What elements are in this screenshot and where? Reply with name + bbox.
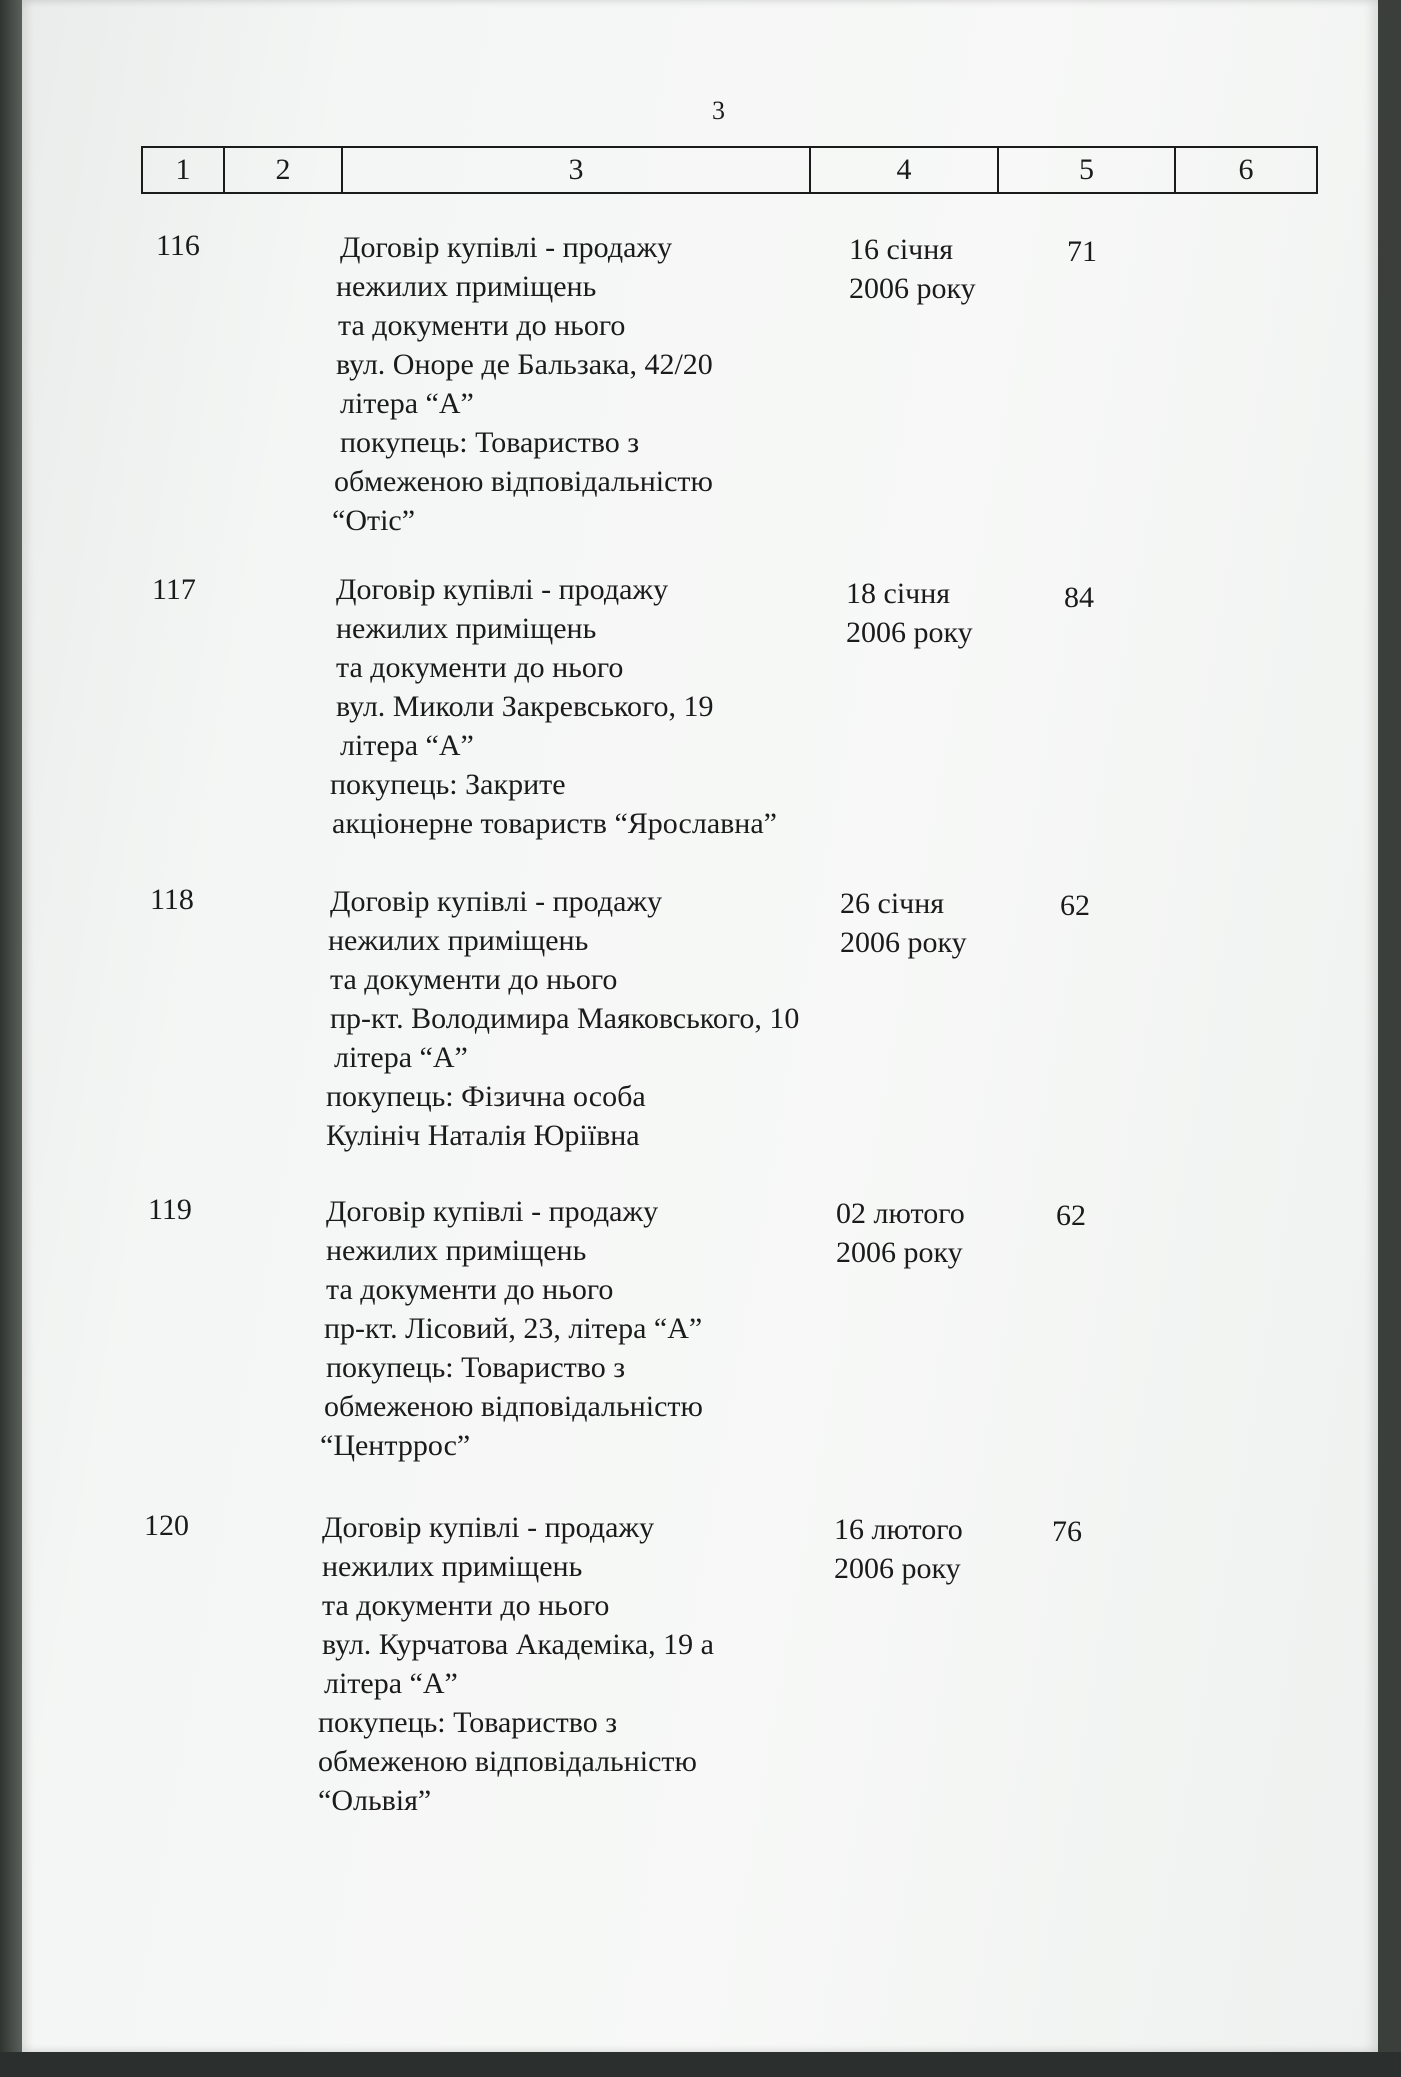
description-line: та документи до нього (322, 1589, 610, 1622)
description-line: вул. Курчатова Академіка, 19 а (322, 1628, 714, 1661)
entry-description (326, 882, 800, 1155)
entry-number: 118 (150, 883, 194, 916)
description-line: та документи до нього (330, 963, 618, 996)
date-line: 2006 року (836, 1236, 963, 1269)
date-line: 2006 року (840, 926, 967, 959)
entry-page-count: 84 (1064, 581, 1094, 614)
description-line: вул. Миколи Закревського, 19 (336, 690, 714, 723)
column-header-table (141, 146, 1318, 194)
description-line: Кулініч Наталія Юріївна (326, 1119, 640, 1152)
column-header-1: 1 (143, 148, 225, 192)
description-line: літера “А” (334, 1041, 468, 1074)
description-line: обмеженою відповідальністю (334, 465, 713, 498)
entry-number: 119 (148, 1193, 192, 1226)
description-line: покупець: Товариство з (340, 426, 640, 459)
date-line: 16 січня (849, 233, 954, 266)
description-line: “Центррос” (320, 1429, 471, 1462)
entry-date (840, 884, 967, 962)
description-line: нежилих приміщень (328, 924, 589, 957)
page-number: 3 (712, 96, 725, 125)
entry-description (332, 228, 713, 540)
date-line: 2006 року (849, 272, 976, 305)
date-line: 26 січня (840, 887, 945, 920)
date-line: 02 лютого (836, 1197, 965, 1230)
description-line: Договір купівлі - продажу (322, 1511, 655, 1544)
description-line: пр-кт. Лісовий, 23, літера “А” (324, 1312, 703, 1345)
description-line: покупець: Товариство з (318, 1706, 618, 1739)
document-page (22, 0, 1378, 2052)
description-line: Договір купівлі - продажу (330, 885, 663, 918)
description-line: та документи до нього (336, 651, 624, 684)
entry-number: 116 (156, 229, 200, 262)
description-line: Договір купівлі - продажу (336, 573, 669, 606)
date-line: 2006 року (846, 616, 973, 649)
column-header-3: 3 (343, 148, 811, 192)
entry-date (834, 1510, 963, 1588)
description-line: Договір купівлі - продажу (326, 1195, 659, 1228)
description-line: нежилих приміщень (326, 1234, 587, 1267)
entry-number: 120 (144, 1509, 189, 1542)
scan-edge-bottom (0, 2052, 1401, 2077)
description-line: Договір купівлі - продажу (340, 231, 673, 264)
description-line: та документи до нього (326, 1273, 614, 1306)
entry-page-count: 76 (1052, 1515, 1082, 1548)
description-line: покупець: Фізична особа (326, 1080, 646, 1113)
date-line: 2006 року (834, 1552, 961, 1585)
entry-page-count: 62 (1060, 889, 1090, 922)
description-line: нежилих приміщень (322, 1550, 583, 1583)
description-line: “Ольвія” (318, 1784, 432, 1817)
entry-date (846, 574, 973, 652)
column-header-6: 6 (1238, 153, 1254, 186)
column-header-5: 5 (999, 148, 1176, 192)
description-line: “Отіс” (332, 504, 416, 537)
column-header-4: 4 (811, 148, 999, 192)
description-line: покупець: Закрите (330, 768, 566, 801)
description-line: та документи до нього (338, 309, 626, 342)
column-header-2: 2 (225, 148, 343, 192)
description-line: покупець: Товариство з (326, 1351, 626, 1384)
description-line: літера “А” (340, 729, 474, 762)
description-line: пр-кт. Володимира Маяковського, 10 (330, 1002, 800, 1035)
description-line: обмеженою відповідальністю (324, 1390, 703, 1423)
description-line: нежилих приміщень (336, 270, 597, 303)
date-line: 18 січня (846, 577, 951, 610)
date-line: 16 лютого (834, 1513, 963, 1546)
description-line: нежилих приміщень (336, 612, 597, 645)
description-line: акціонерне товариств “Ярославна” (332, 807, 777, 840)
description-line: літера “А” (340, 387, 474, 420)
entry-description (320, 1192, 703, 1465)
entry-description (330, 570, 777, 843)
scan-edge-left (0, 0, 22, 2077)
entry-page-count: 62 (1056, 1199, 1086, 1232)
entry-date (836, 1194, 965, 1272)
entry-date (849, 230, 976, 308)
entry-number: 117 (152, 573, 196, 606)
entry-page-count: 71 (1067, 235, 1097, 268)
description-line: вул. Оноре де Бальзака, 42/20 (336, 348, 713, 381)
description-line: літера “А” (324, 1667, 458, 1700)
description-line: обмеженою відповідальністю (318, 1745, 697, 1778)
entry-description (318, 1508, 714, 1820)
